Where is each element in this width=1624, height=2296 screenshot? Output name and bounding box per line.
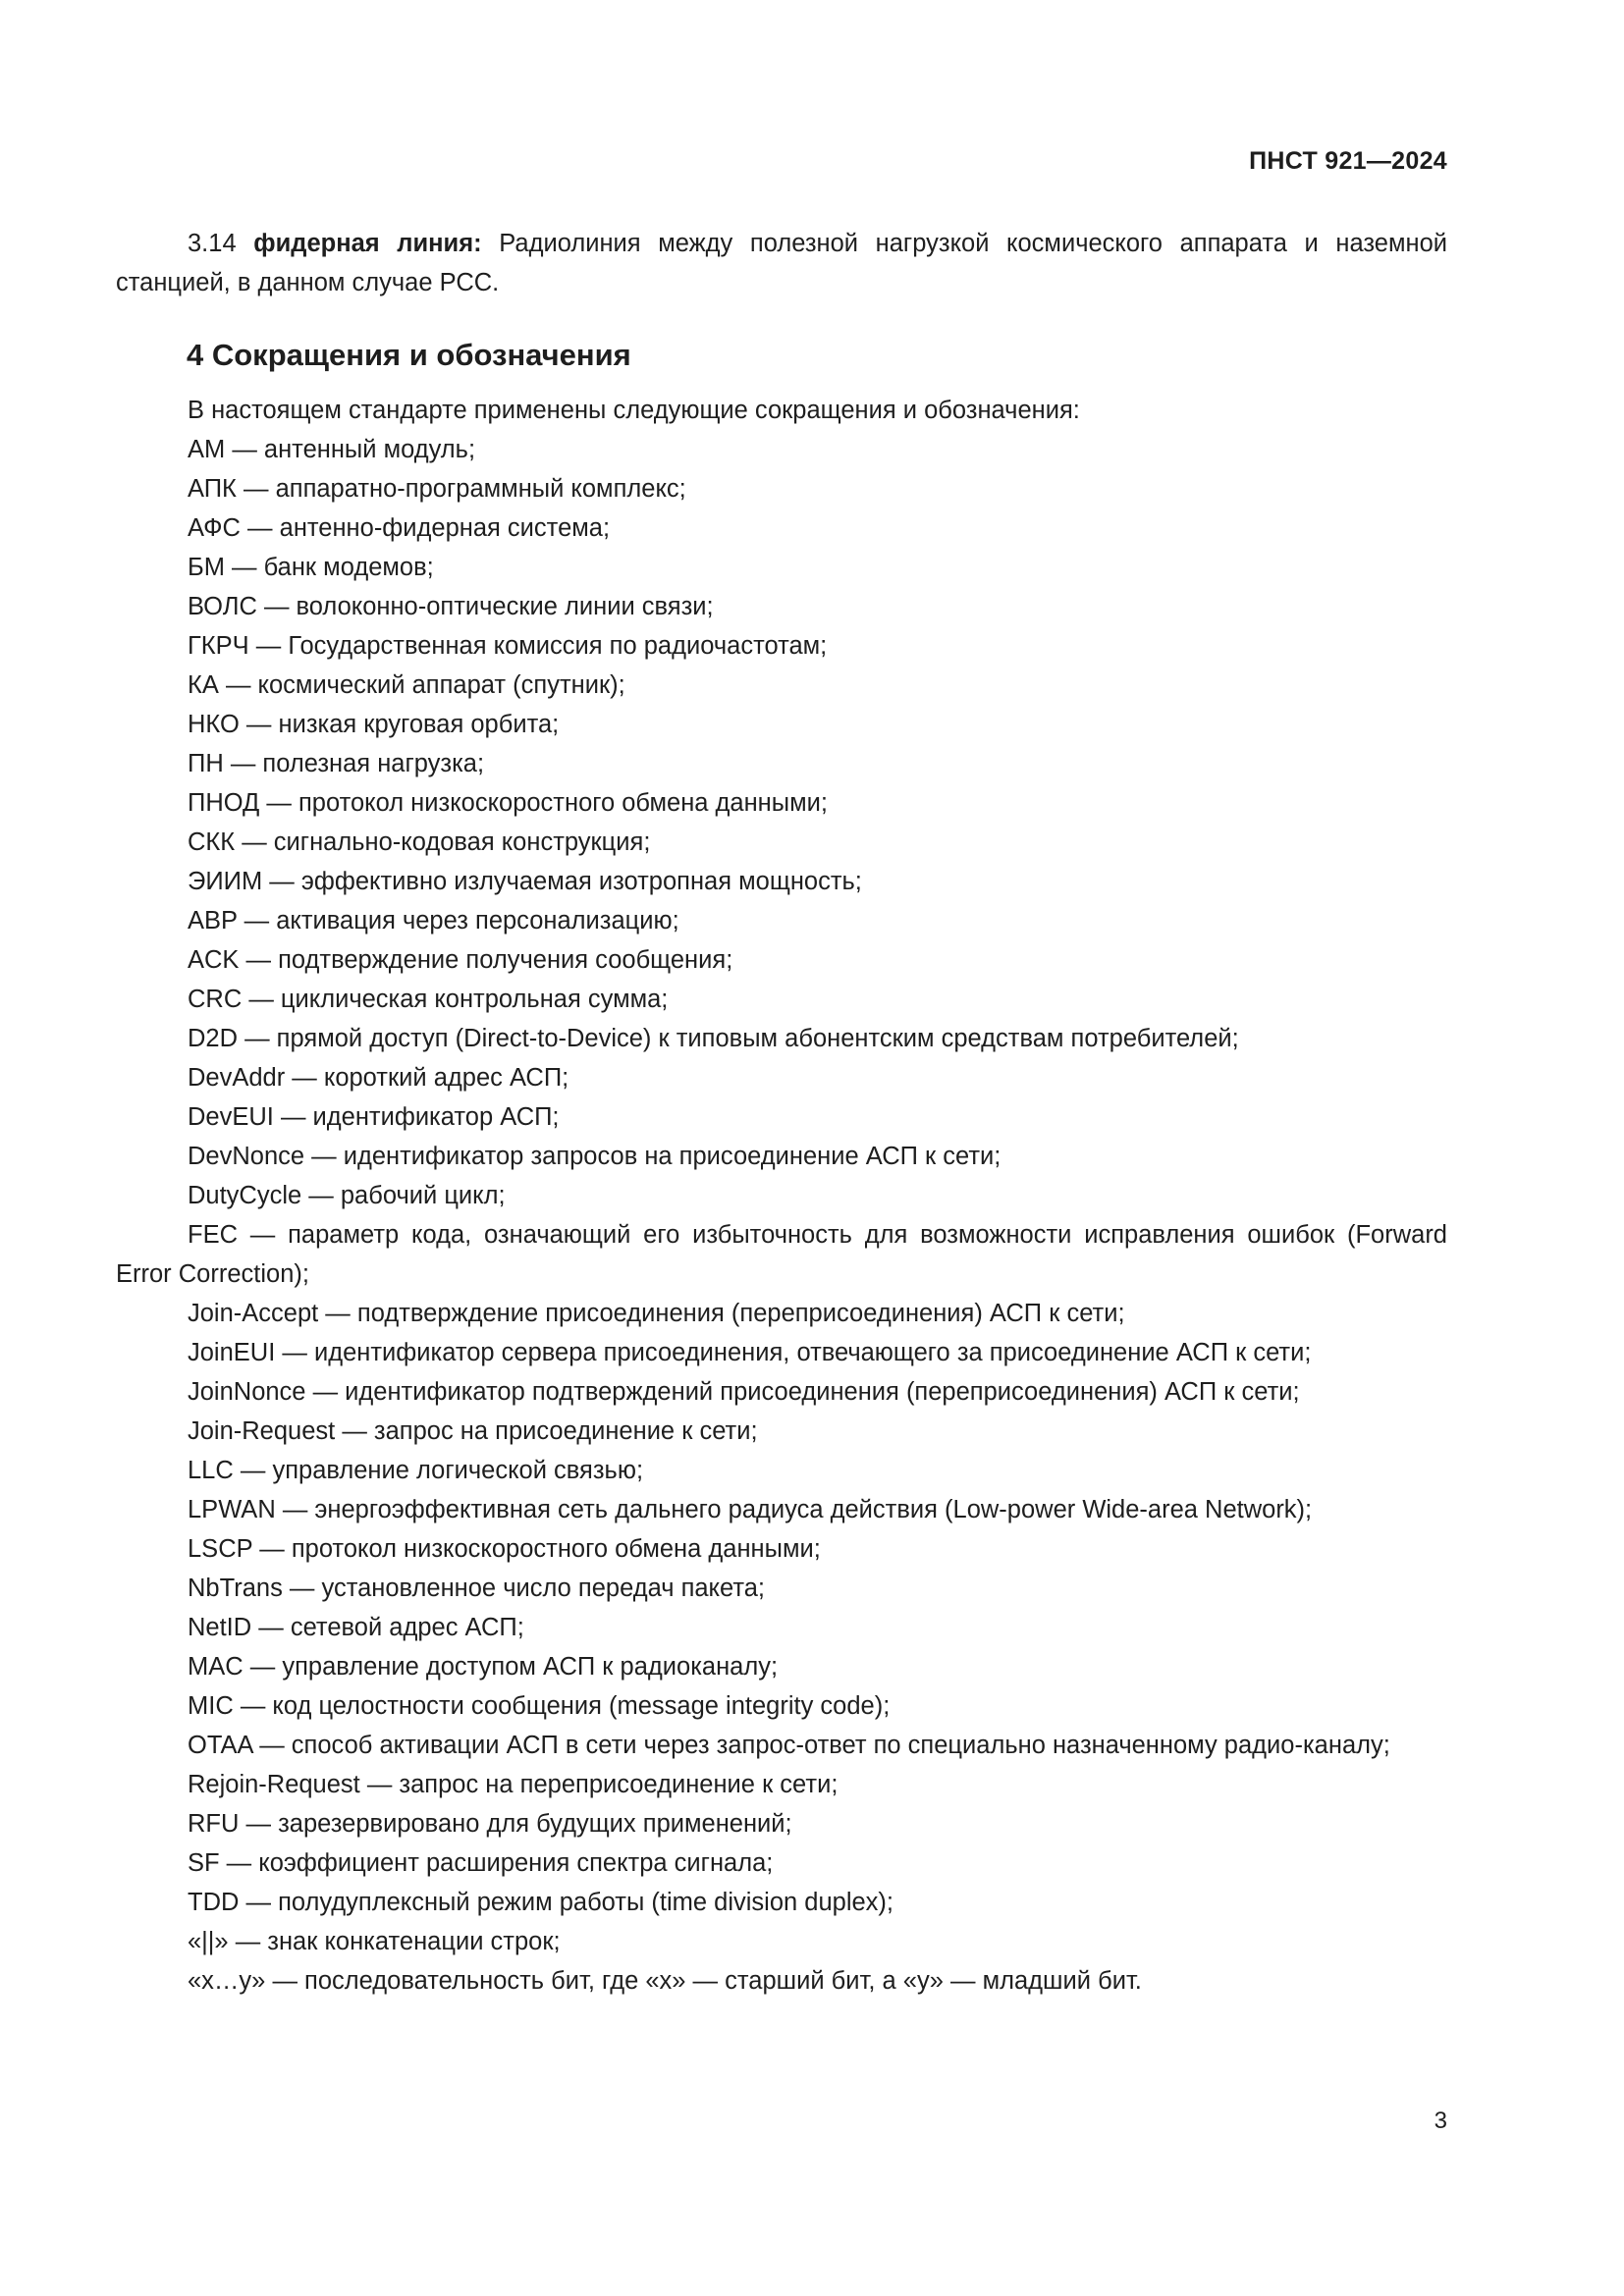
- abbreviation-item: DevEUI — идентификатор АСП;: [188, 1103, 560, 1131]
- abbreviation-item: ВОЛС — волоконно-оптические линии связи;: [188, 593, 714, 620]
- abbreviation-item: АМ — антенный модуль;: [188, 436, 476, 463]
- abbreviation-item: ПНОД — протокол низкоскоростного обмена данными;: [188, 789, 828, 817]
- section-intro: В настоящем стандарте применены следующие сокращения и обозначения:: [188, 397, 1080, 424]
- abbreviation-item: DevNonce — идентификатор запросов на присоединение АСП к сети;: [188, 1143, 1001, 1170]
- term-number: 3.14: [188, 230, 237, 257]
- abbreviation-item: JoinEUI — идентификатор сервера присоединения, отвечающего за присоединение АСП к сети;: [188, 1339, 1312, 1366]
- abbreviation-item: SF — коэффициент расширения спектра сигнала;: [188, 1849, 774, 1877]
- page-number: 3: [1434, 2108, 1447, 2134]
- term-name: фидерная линия:: [253, 230, 482, 257]
- document-code: ПНСТ 921—2024: [1249, 147, 1447, 175]
- abbreviation-item: КА — космический аппарат (спутник);: [188, 671, 625, 699]
- abbreviation-item: Rejoin-Request — запрос на переприсоединение к сети;: [188, 1771, 839, 1798]
- abbreviation-item: ЭИИМ — эффективно излучаемая изотропная мощность;: [188, 868, 862, 895]
- section-heading: 4 Сокращения и обозначения: [187, 338, 631, 372]
- abbreviation-item: АПК — аппаратно-программный комплекс;: [188, 475, 686, 503]
- abbreviation-item: Join-Accept — подтверждение присоединения (переприсоединения) АСП к сети;: [188, 1300, 1125, 1327]
- abbreviation-item: RFU — зарезервировано для будущих применений;: [188, 1810, 792, 1838]
- abbreviation-item: NbTrans — установленное число передач пакета;: [188, 1575, 765, 1602]
- abbreviation-item: DutyCycle — рабочий цикл;: [188, 1182, 506, 1209]
- abbreviation-item: NetID — сетевой адрес АСП;: [188, 1614, 524, 1641]
- abbreviation-item: СКК — сигнально-кодовая конструкция;: [188, 828, 651, 856]
- abbreviation-item: ACK — подтверждение получения сообщения;: [188, 946, 733, 974]
- abbreviation-item: LLC — управление логической связью;: [188, 1457, 644, 1484]
- abbreviation-item: OTAA — способ активации АСП в сети через запрос-ответ по специально назначенному радио-каналу;: [188, 1732, 1390, 1759]
- abbreviation-item: ABP — активация через персонализацию;: [188, 907, 679, 934]
- abbreviation-item: АФС — антенно-фидерная система;: [188, 514, 611, 542]
- term-definition-3-14: [116, 224, 1447, 302]
- abbreviation-item: MAC — управление доступом АСП к радиоканалу;: [188, 1653, 779, 1681]
- abbreviation-item: CRC — циклическая контрольная сумма;: [188, 986, 669, 1013]
- abbreviation-item: ГКРЧ — Государственная комиссия по радиочастотам;: [188, 632, 828, 660]
- abbreviation-item: ПН — полезная нагрузка;: [188, 750, 485, 777]
- abbreviation-item: FEC — параметр кода, означающий его избыточность для возможности исправления ошибок (Forward Error Correction);: [116, 1221, 1447, 1288]
- abbreviation-item: «||» — знак конкатенации строк;: [188, 1928, 561, 1955]
- term-text: Радиолиния между полезной нагрузкой космического аппарата и наземной станцией, в данном случае РСС.: [116, 230, 1448, 296]
- abbreviation-item: БМ — банк модемов;: [188, 554, 434, 581]
- abbreviation-item: НКО — низкая круговая орбита;: [188, 711, 560, 738]
- abbreviation-item: DevAddr — короткий адрес АСП;: [188, 1064, 569, 1092]
- abbreviation-item: JoinNonce — идентификатор подтверждений присоединения (переприсоединения) АСП к сети;: [188, 1378, 1300, 1406]
- abbreviation-item: «x…y» — последовательность бит, где «x» — старший бит, а «y» — младший бит.: [188, 1967, 1142, 1995]
- abbreviation-item: LPWAN — энергоэффективная сеть дальнего радиуса действия (Low-power Wide-area Network);: [188, 1496, 1313, 1523]
- abbreviation-item: D2D — прямой доступ (Direct-to-Device) к типовым абонентским средствам потребителей;: [188, 1025, 1239, 1052]
- abbreviation-item: Join-Request — запрос на присоединение к сети;: [188, 1417, 758, 1445]
- abbreviation-item: LSCP — протокол низкоскоростного обмена данными;: [188, 1535, 821, 1563]
- abbreviation-item: TDD — полудуплексный режим работы (time division duplex);: [188, 1889, 893, 1916]
- abbreviation-item: MIC — код целостности сообщения (message integrity code);: [188, 1692, 891, 1720]
- abbreviations-list: [116, 391, 1447, 2001]
